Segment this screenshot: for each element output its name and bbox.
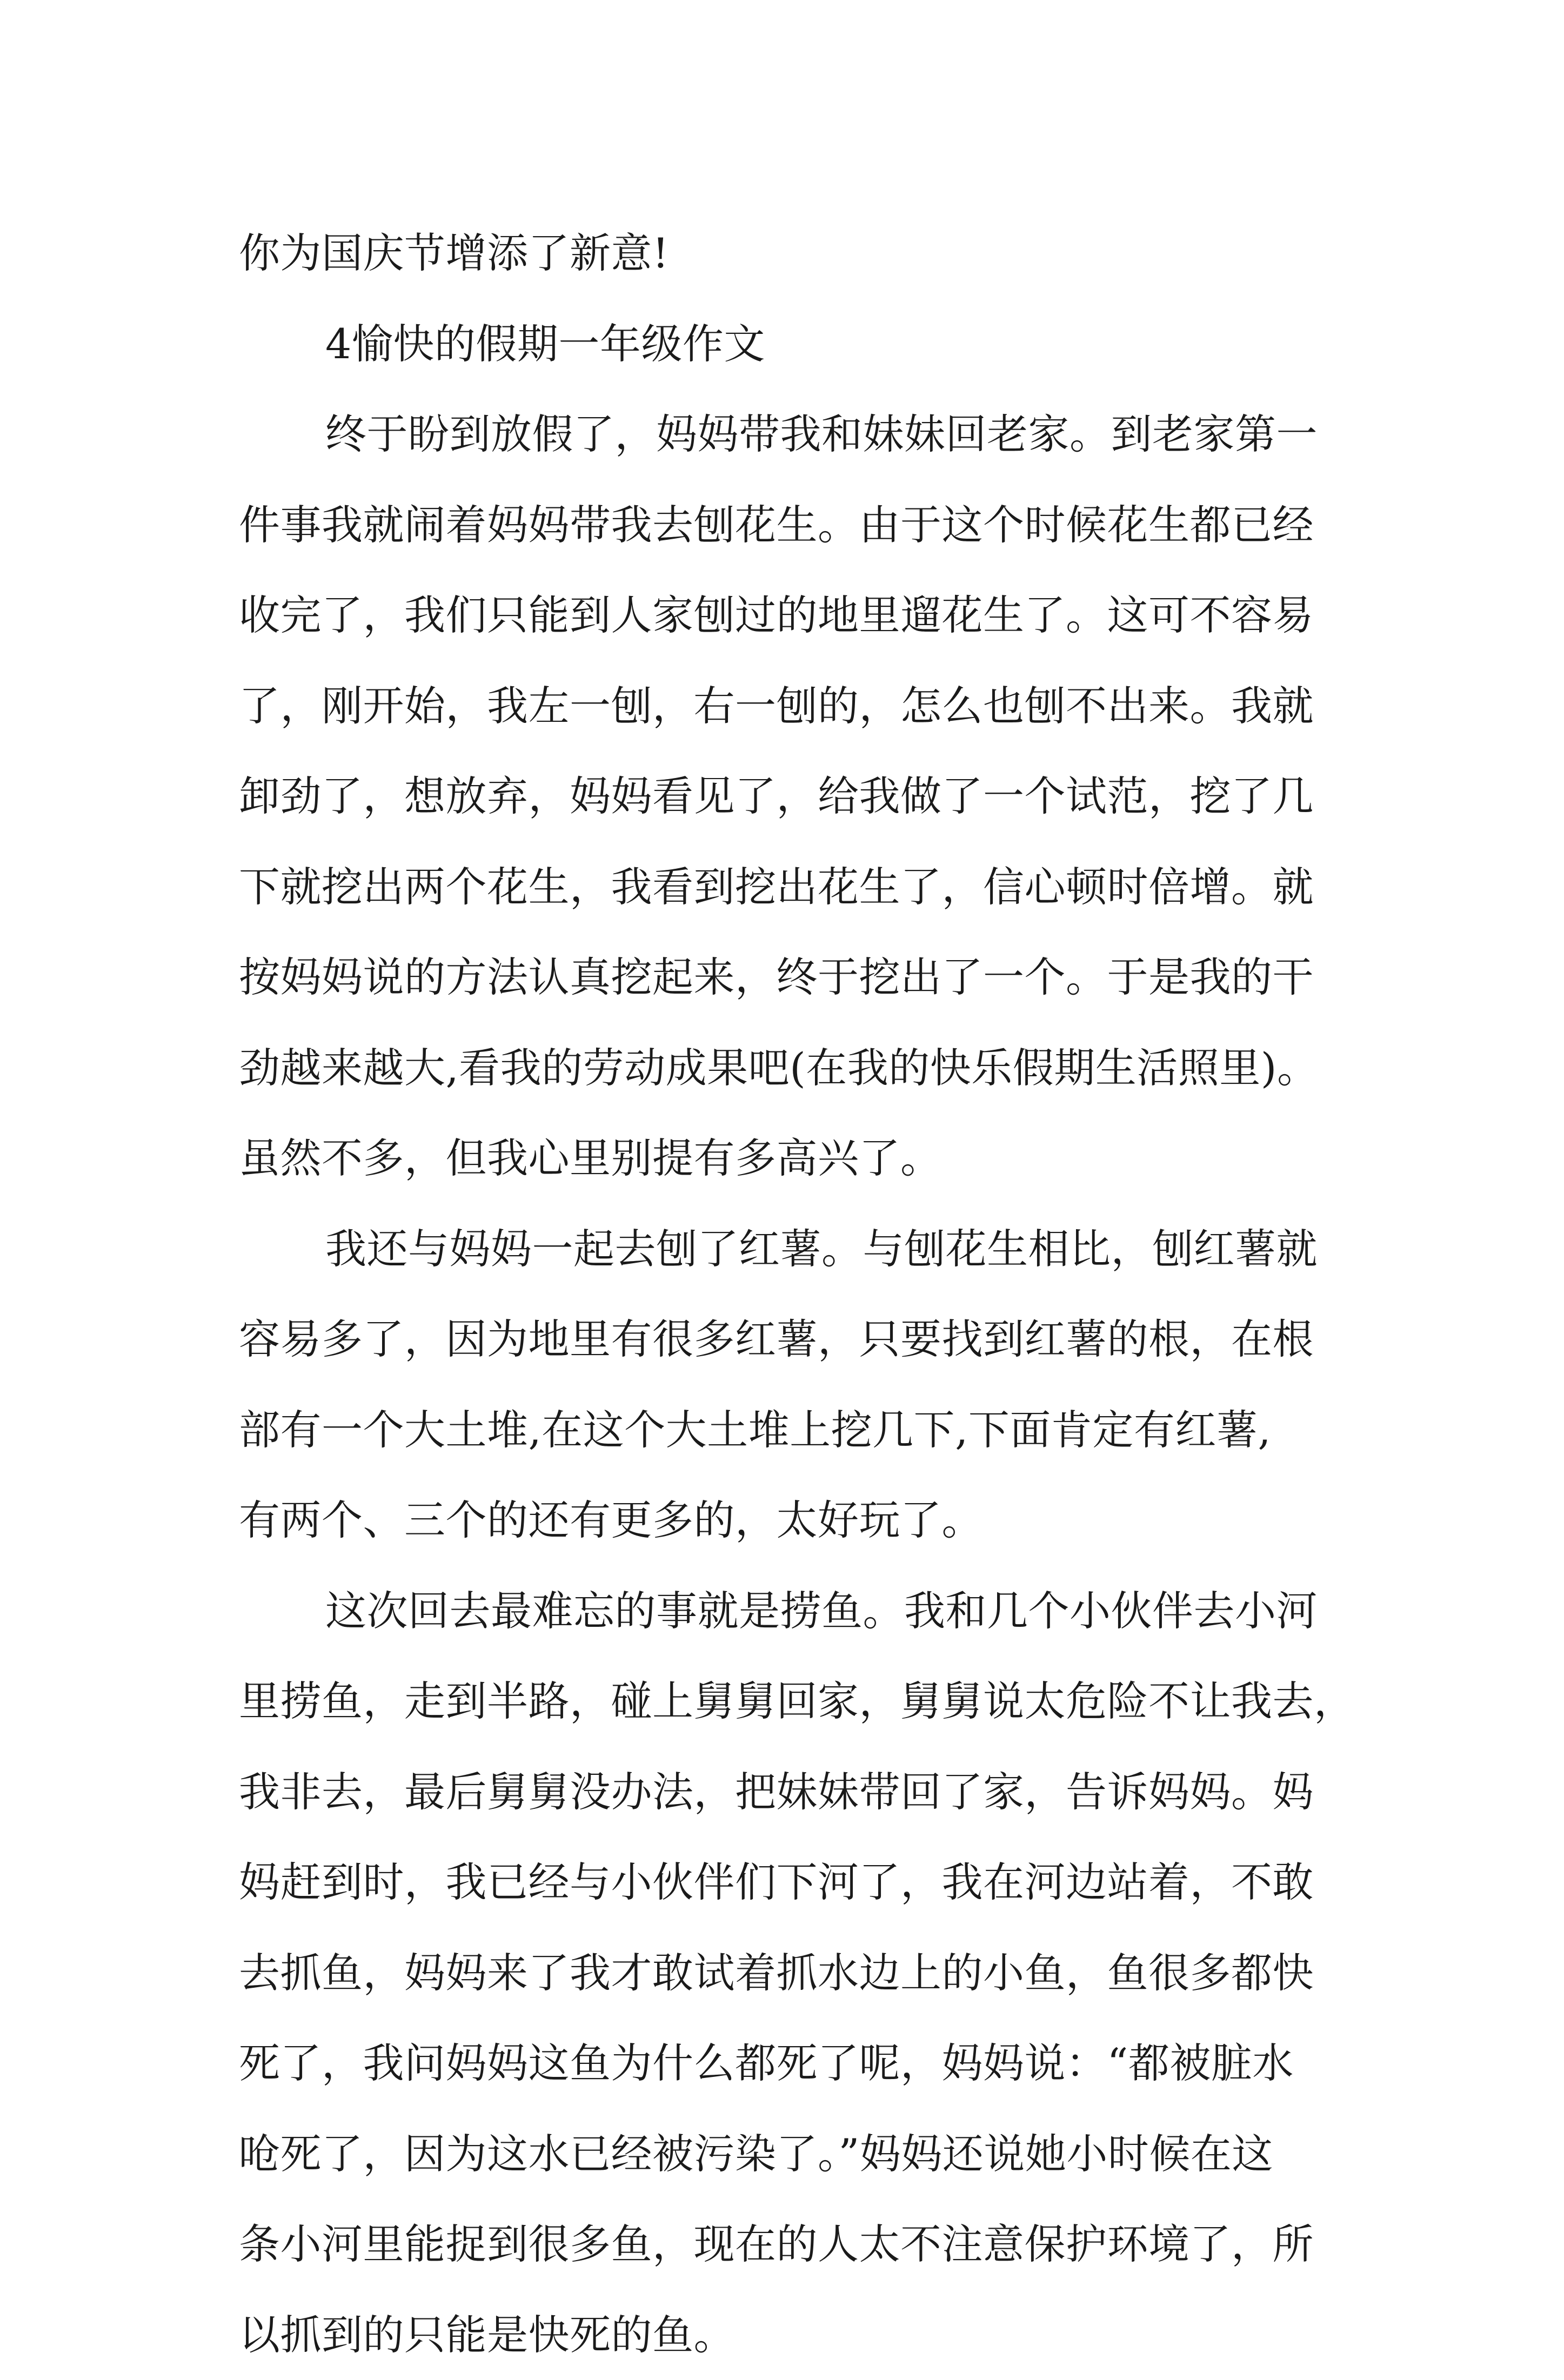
paragraph-line: 妈赶到时，我已经与小伙伴们下河了，我在河边站着，不敢 [239,1837,1406,1928]
paragraph-line: 去抓鱼，妈妈来了我才敢试着抓水边上的小鱼，鱼很多都快 [239,1928,1406,2019]
paragraph-line: 劲越来越大,看我的劳动成果吧(在我的快乐假期生活照里)。 [239,1023,1406,1114]
paragraph-line: 按妈妈说的方法认真挖起来，终于挖出了一个。于是我的干 [239,932,1406,1023]
paragraph-line: 条小河里能捉到很多鱼，现在的人太不注意保护环境了，所 [239,2199,1406,2290]
section-heading: 4愉快的假期一年级作文 [239,299,1406,390]
paragraph-line: 件事我就闹着妈妈带我去刨花生。由于这个时候花生都已经 [239,480,1406,571]
paragraph-line: 卸劲了，想放弃，妈妈看见了，给我做了一个试范，挖了几 [239,751,1406,842]
paragraph-line: 这次回去最难忘的事就是捞鱼。我和几个小伙伴去小河 [239,1566,1406,1657]
paragraph-line: 容易多了，因为地里有很多红薯，只要找到红薯的根，在根 [239,1294,1406,1385]
paragraph-line: 你为国庆节增添了新意! [239,208,1406,299]
paragraph-line: 我还与妈妈一起去刨了红薯。与刨花生相比，刨红薯就 [239,1204,1406,1295]
paragraph-line: 呛死了，因为这水已经被污染了。”妈妈还说她小时候在这 [239,2109,1406,2200]
paragraph-line: 终于盼到放假了，妈妈带我和妹妹回老家。到老家第一 [239,389,1406,480]
paragraph-line: 里捞鱼，走到半路，碰上舅舅回家，舅舅说太危险不让我去， [239,1656,1406,1747]
paragraph-line: 以抓到的只能是快死的鱼。 [239,2290,1406,2380]
paragraph-line: 下就挖出两个花生，我看到挖出花生了，信心顿时倍增。就 [239,842,1406,933]
paragraph-line: 收完了，我们只能到人家刨过的地里遛花生了。这可不容易 [239,570,1406,661]
document-body [239,208,1406,2380]
paragraph-line: 了，刚开始，我左一刨，右一刨的，怎么也刨不出来。我就 [239,661,1406,752]
paragraph-line: 虽然不多，但我心里别提有多高兴了。 [239,1113,1406,1204]
paragraph-line: 死了，我问妈妈这鱼为什么都死了呢，妈妈说：“都被脏水 [239,2018,1406,2109]
paragraph-line: 有两个、三个的还有更多的，太好玩了。 [239,1475,1406,1566]
paragraph-line: 部有一个大土堆,在这个大土堆上挖几下,下面肯定有红薯, [239,1385,1406,1476]
paragraph-line: 我非去，最后舅舅没办法，把妹妹带回了家，告诉妈妈。妈 [239,1747,1406,1838]
